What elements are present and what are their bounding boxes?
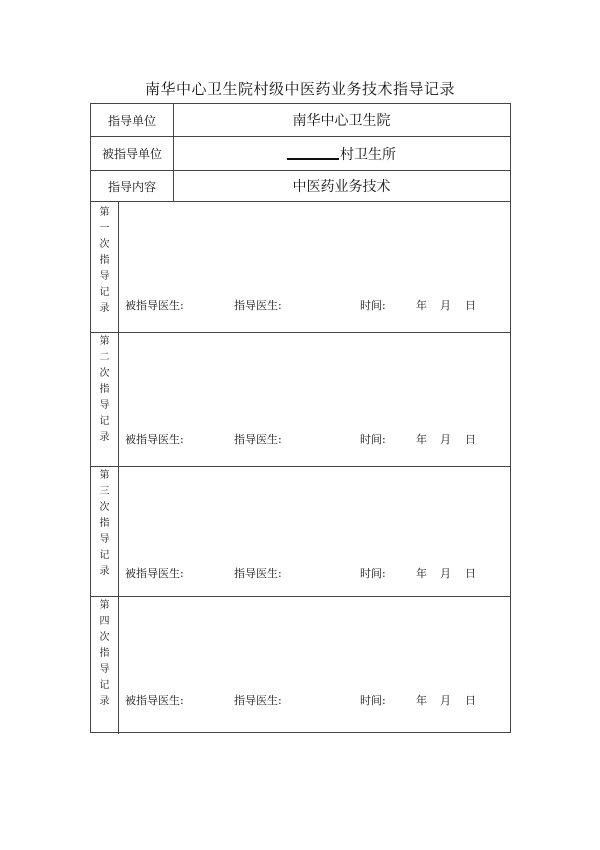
month-label: 月 [440, 299, 451, 312]
record-section-1 [91, 202, 510, 333]
year-label: 年 [416, 694, 427, 707]
label-char: 第 [99, 207, 110, 218]
label-char: 指 [99, 648, 110, 659]
month-label: 月 [440, 433, 451, 446]
time-label: 时间: [360, 299, 386, 312]
fill-in-blank[interactable] [287, 148, 339, 160]
trainee-doctor-label: 被指导医生: [125, 567, 184, 580]
label-char: 二 [99, 352, 110, 363]
time-label: 时间: [360, 433, 386, 446]
label-char: 导 [99, 400, 110, 411]
label-char: 第 [99, 336, 110, 347]
value-guided-unit-cell [173, 137, 510, 170]
trainee-doctor-label: 被指导医生: [125, 299, 184, 312]
time-label: 时间: [360, 567, 386, 580]
record-section-4 [91, 597, 510, 734]
label-char: 第 [99, 470, 110, 481]
row-guided-unit [91, 137, 510, 171]
day-label: 日 [465, 433, 476, 446]
document-title: 南华中心卫生院村级中医药业务技术指导记录 [144, 80, 455, 98]
label-char: 录 [99, 303, 110, 314]
label-char: 指 [99, 384, 110, 395]
section-label-4 [91, 597, 119, 734]
label-char: 指 [99, 255, 110, 266]
label-char: 一 [99, 223, 110, 234]
section-label-2 [91, 333, 119, 466]
label-char: 次 [99, 239, 110, 250]
label-char: 四 [99, 616, 110, 627]
value-guiding-unit: 南华中心卫生院 [292, 113, 391, 129]
label-char: 指 [99, 518, 110, 529]
value-guidance-content: 中医药业务技术 [292, 179, 391, 195]
trainee-doctor-label: 被指导医生: [125, 433, 184, 446]
label-char: 记 [99, 680, 110, 691]
label-char: 记 [99, 287, 110, 298]
month-label: 月 [440, 567, 451, 580]
time-label: 时间: [360, 694, 386, 707]
month-label: 月 [440, 694, 451, 707]
label-char: 记 [99, 550, 110, 561]
label-char: 录 [99, 696, 110, 707]
label-char: 录 [99, 566, 110, 577]
day-label: 日 [465, 694, 476, 707]
label-guiding-unit: 指导单位 [91, 104, 174, 136]
label-char: 次 [99, 368, 110, 379]
label-guidance-content: 指导内容 [91, 171, 174, 201]
guiding-doctor-label: 指导医生: [234, 694, 282, 707]
trainee-doctor-label: 被指导医生: [125, 694, 184, 707]
row-guidance-content [91, 171, 510, 202]
label-guided-unit: 被指导单位 [91, 137, 174, 170]
record-section-3 [91, 467, 510, 597]
label-char: 导 [99, 664, 110, 675]
day-label: 日 [465, 567, 476, 580]
section-label-1 [91, 202, 119, 332]
label-char: 记 [99, 416, 110, 427]
label-char: 导 [99, 271, 110, 282]
year-label: 年 [416, 567, 427, 580]
section-label-3 [91, 467, 119, 596]
guiding-doctor-label: 指导医生: [234, 299, 282, 312]
label-char: 第 [99, 600, 110, 611]
label-char: 导 [99, 534, 110, 545]
year-label: 年 [416, 299, 427, 312]
label-char: 次 [99, 502, 110, 513]
label-char: 次 [99, 632, 110, 643]
guiding-doctor-label: 指导医生: [234, 567, 282, 580]
day-label: 日 [465, 299, 476, 312]
record-section-2 [91, 333, 510, 467]
row-guiding-unit [91, 104, 510, 137]
label-char: 三 [99, 486, 110, 497]
guiding-doctor-label: 指导医生: [234, 433, 282, 446]
label-char: 录 [99, 432, 110, 443]
value-guided-unit: 村卫生所 [340, 146, 396, 163]
year-label: 年 [416, 433, 427, 446]
guidance-record-form [90, 103, 511, 733]
